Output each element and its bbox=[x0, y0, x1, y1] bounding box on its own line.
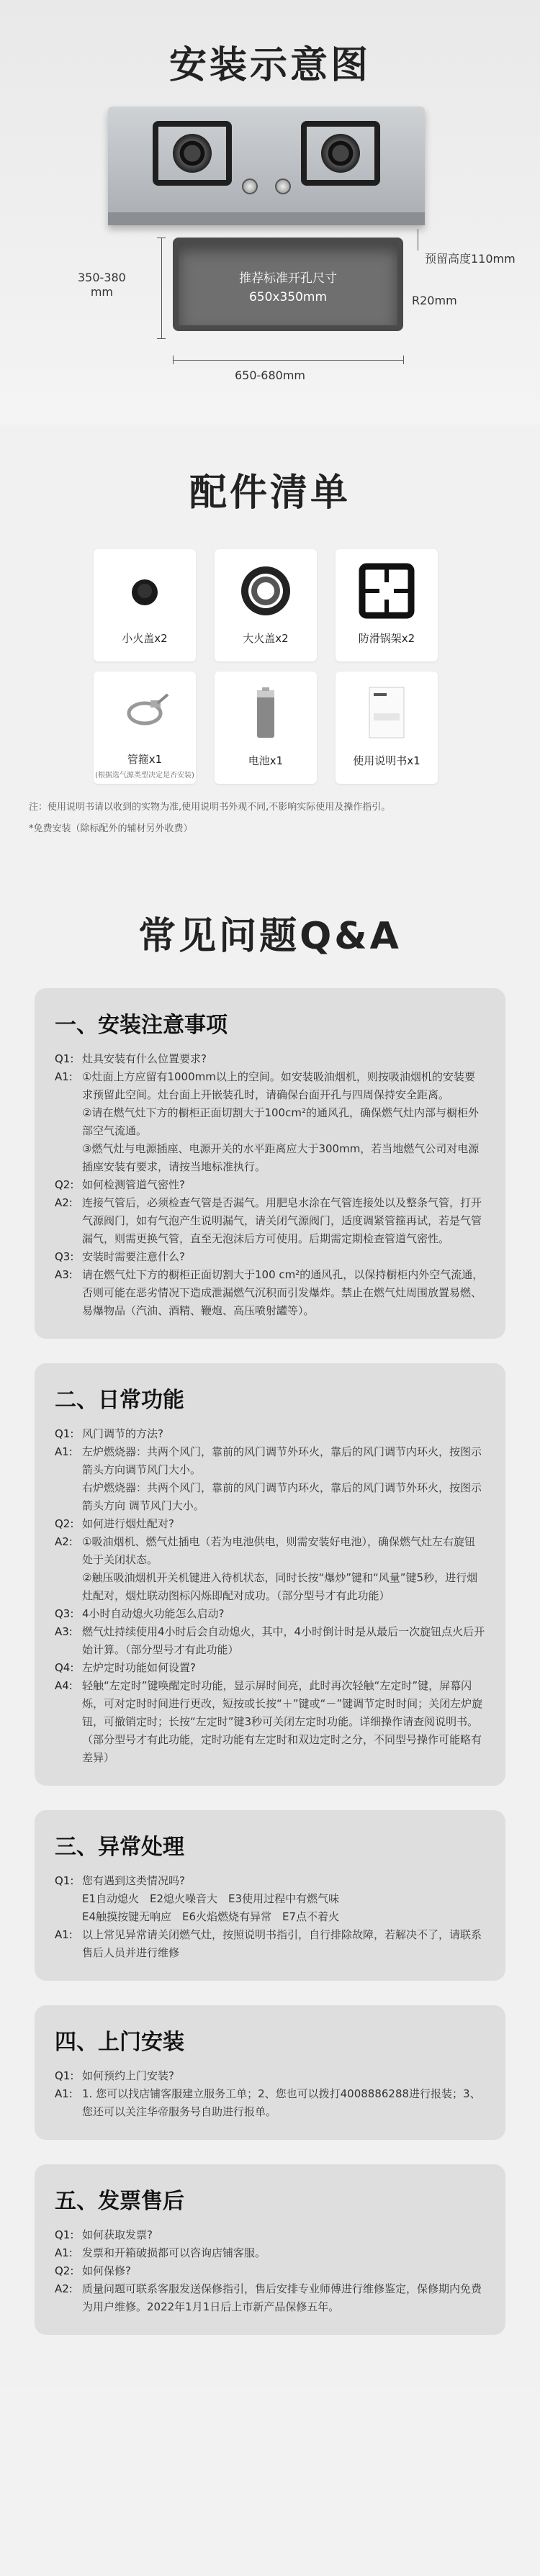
qa-answer bbox=[55, 2085, 485, 2121]
qa-answer bbox=[55, 1479, 485, 1515]
qa-answer bbox=[55, 1068, 485, 1104]
qa-text: 连接气管后，必须检查气管是否漏气。用肥皂水涂在气管连接处以及整条气管，打开气源阀门，如有气泡产生说明漏气，请关闭气源阀门，适度调紧管箍再试，若是气管漏气，则需更换气管，直至无泡沫后方可使用。后期需定期检查管道气密性。 bbox=[82, 1196, 482, 1245]
qa-text: ①灶面上方应留有1000mm以上的空间。如安装吸油烟机，则按吸油烟机的安装要求预留此空间。灶台面上开嵌装孔时，请确保台面开孔与四周保持安全距离。 bbox=[82, 1070, 475, 1101]
qa-answer bbox=[55, 2244, 485, 2262]
qa-card bbox=[35, 2005, 505, 2140]
qa-tag bbox=[55, 1104, 82, 1140]
qa-question bbox=[55, 2226, 485, 2244]
qa-text: 如何进行烟灶配对? bbox=[82, 1517, 174, 1530]
hole-label-line2: 650x350mm bbox=[248, 290, 328, 304]
qa-tag bbox=[55, 1569, 82, 1605]
qa-answer bbox=[55, 1908, 485, 1926]
qa-text: 以上常见异常请关闭燃气灶，按照说明书指引，自行排除故障，若解决不了，请联系售后人员并进行维修 bbox=[82, 1928, 482, 1959]
qa-title: 常见问题Q&A bbox=[138, 915, 402, 958]
qa-tag: A3: bbox=[55, 1268, 73, 1281]
qa-text: 轻触“左定时”键唤醒定时功能，显示屏时间亮，此时再次轻触“左定时”键，屏幕闪烁，可对定时时间进行更改，短按或长按“＋”键或“－”键调节定时时间；关闭左炉旋钮，可撤销定时；长按“左定时”键3秒可关闭左定时功能。详细操作请查阅说明书。（部分型号才有此功能，定时功能有左定时和双边定时之分，不同型号操作可能略有差异） bbox=[82, 1679, 483, 1764]
qa-text: 如何预约上门安装? bbox=[82, 2069, 174, 2082]
width-dimension: 650-680mm bbox=[234, 369, 306, 382]
right-burner-icon bbox=[301, 121, 380, 186]
qa-tag: A2: bbox=[55, 2282, 73, 2295]
qa-text: 左炉定时功能如何设置? bbox=[82, 1661, 196, 1674]
qa-tag: A3: bbox=[55, 1625, 73, 1638]
qa-tag: A2: bbox=[55, 1535, 73, 1548]
qa-heading: 三、异常处理 bbox=[55, 1835, 184, 1860]
qa-text: E4触摸按键无响应 E6火焰燃烧有异常 E7点不着火 bbox=[82, 1910, 340, 1923]
accessories-note: 注：使用说明书请以收到的实物为准,使用说明书外观不同,不影响实际使用及操作指引。 bbox=[29, 802, 391, 813]
qa-text: 灶具安装有什么位置要求? bbox=[82, 1052, 207, 1065]
qa-text: ②触压吸油烟机开关机键进入待机状态，同时长按“爆炒”键和“风量”键5秒，进行烟灶配对，烟灶联动图标闪烁即配对成功。（部分型号才有此功能） bbox=[82, 1571, 478, 1602]
qa-tag: Q1: bbox=[55, 2228, 74, 2241]
accessory-card bbox=[336, 672, 438, 784]
qa-card bbox=[35, 1810, 505, 1981]
qa-question bbox=[55, 1248, 485, 1266]
accessory-label: 使用说明书x1 bbox=[353, 754, 420, 767]
left-knob-icon bbox=[242, 178, 258, 194]
qa-text: 安装时需要注意什么? bbox=[82, 1250, 185, 1263]
qa-tag bbox=[55, 1908, 82, 1926]
qa-text: 质量问题可联系客服发送保修指引，售后安排专业师傅进行维修鉴定，保修期内免费为用户维修。2022年1月1日后上市新产品保修五年。 bbox=[82, 2282, 482, 2313]
qa-answer bbox=[55, 1533, 485, 1569]
qa-tag: A4: bbox=[55, 1679, 73, 1692]
qa-tag: A1: bbox=[55, 1445, 73, 1458]
qa-question bbox=[55, 2067, 485, 2085]
qa-tag bbox=[55, 1479, 82, 1515]
qa-tag: Q4: bbox=[55, 1661, 74, 1674]
small-burner-cap-icon bbox=[116, 562, 174, 620]
qa-text: 如何保修? bbox=[82, 2264, 131, 2277]
hole-label-line1: 推荐标准开孔尺寸 bbox=[239, 271, 337, 286]
qa-tag: Q2: bbox=[55, 2264, 74, 2277]
qa-answer bbox=[55, 1194, 485, 1248]
qa-text: 请在燃气灶下方的橱柜正面切割大于100 cm²的通风孔，以保持橱柜内外空气流通，否则可能在恶劣情况下造成泄漏燃气沉积而引发爆炸。禁止在燃气灶周围放置易燃、易爆物品（汽油、酒精、鞭炮、高压喷射罐等）。 bbox=[82, 1268, 484, 1317]
qa-text: E1自动熄火 E2熄火噪音大 E3使用过程中有燃气味 bbox=[82, 1892, 340, 1905]
qa-heading: 五、发票售后 bbox=[55, 2189, 184, 2214]
qa-answer bbox=[55, 2280, 485, 2316]
qa-text: 您有遇到这类情况吗? bbox=[82, 1874, 185, 1887]
qa-tag bbox=[55, 1140, 82, 1176]
qa-text: 右炉燃烧器：共两个风门，靠前的风门调节内环火，靠后的风门调节外环火，按图示箭头方向 调节风门大小。 bbox=[82, 1481, 482, 1512]
accessory-card bbox=[94, 672, 196, 784]
qa-answer bbox=[55, 1677, 485, 1767]
qa-tag: A1: bbox=[55, 2087, 73, 2100]
qa-text: 左炉燃烧器：共两个风门，靠前的风门调节外环火，靠后的风门调节内环火，按图示箭头方向调节风门大小。 bbox=[82, 1445, 482, 1476]
qa-tag: Q1: bbox=[55, 1874, 74, 1887]
accessory-card bbox=[94, 549, 196, 661]
large-burner-cap-icon bbox=[237, 562, 294, 620]
qa-tag: Q2: bbox=[55, 1178, 74, 1191]
left-burner-icon bbox=[153, 121, 232, 186]
qa-answer bbox=[55, 1623, 485, 1659]
qa-text: ①吸油烟机、燃气灶插电（若为电池供电，则需安装好电池），确保燃气灶左右旋钮处于关闭状态。 bbox=[82, 1535, 475, 1566]
qa-answer bbox=[55, 1104, 485, 1140]
pan-support-icon bbox=[358, 562, 415, 620]
accessory-label: 管箍x1 bbox=[127, 753, 163, 766]
qa-text: ②请在燃气灶下方的橱柜正面切割大于100cm²的通风孔，确保燃气灶内部与橱柜外部空气流通。 bbox=[82, 1106, 479, 1137]
qa-heading: 一、安装注意事项 bbox=[55, 1013, 228, 1038]
accessory-card bbox=[215, 549, 317, 661]
qa-tag: Q3: bbox=[55, 1250, 74, 1263]
qa-answer bbox=[55, 1926, 485, 1962]
accessories-grid bbox=[94, 549, 540, 784]
qa-question bbox=[55, 1050, 485, 1068]
qa-text: 风门调节的方法? bbox=[82, 1427, 163, 1440]
qa-text: ③燃气灶与电源插座、电源开关的水平距离应大于300mm，若当地燃气公司对电源插座安装有要求，请按当地标准执行。 bbox=[82, 1142, 480, 1173]
accessory-label: 防滑锅架x2 bbox=[358, 632, 415, 645]
accessory-label: 小火盖x2 bbox=[122, 632, 168, 645]
qa-tag: Q2: bbox=[55, 1517, 74, 1530]
qa-tag: A2: bbox=[55, 1196, 73, 1209]
battery-icon bbox=[237, 684, 294, 742]
qa-card bbox=[35, 988, 505, 1339]
qa-tag: Q1: bbox=[55, 2069, 74, 2082]
qa-card bbox=[35, 2164, 505, 2335]
qa-card bbox=[35, 1363, 505, 1786]
qa-section bbox=[0, 885, 540, 2388]
radius-label: R20mm bbox=[412, 294, 457, 307]
qa-answer bbox=[55, 1266, 485, 1320]
qa-tag: Q1: bbox=[55, 1052, 74, 1065]
qa-question bbox=[55, 1659, 485, 1677]
install-diagram-section bbox=[0, 0, 540, 425]
qa-text: 4小时自动熄火功能怎么启动? bbox=[82, 1607, 225, 1620]
qa-tag bbox=[55, 1890, 82, 1908]
qa-tag: Q1: bbox=[55, 1427, 74, 1440]
manual-icon bbox=[358, 684, 415, 742]
cutout-hole bbox=[173, 238, 403, 331]
right-knob-icon bbox=[275, 178, 291, 194]
qa-text: 如何检测管道气密性? bbox=[82, 1178, 185, 1191]
accessory-card bbox=[215, 672, 317, 784]
qa-tag: A1: bbox=[55, 2246, 73, 2259]
qa-tag: A1: bbox=[55, 1070, 73, 1083]
free-install-note: *免费安装（除标配外的辅材另外收费） bbox=[29, 823, 193, 834]
accessory-label: 大火盖x2 bbox=[243, 632, 289, 645]
depth-dimension: 350-380 mm bbox=[78, 271, 126, 299]
qa-text: 1. 您可以找店铺客服建立服务工单；2、您也可以拨打4008886288进行报装；3、您还可以关注华帝服务号自助进行报单。 bbox=[82, 2087, 481, 2118]
qa-question bbox=[55, 1515, 485, 1533]
qa-answer bbox=[55, 1443, 485, 1479]
qa-tag: A1: bbox=[55, 1928, 73, 1941]
accessory-card bbox=[336, 549, 438, 661]
install-title: 安装示意图 bbox=[168, 44, 371, 87]
qa-question bbox=[55, 1605, 485, 1623]
accessory-sublabel: (根据选气源类型决定是否安装) bbox=[95, 772, 194, 779]
accessories-section bbox=[0, 425, 540, 885]
qa-question bbox=[55, 1872, 485, 1890]
stove-illustration bbox=[108, 107, 425, 225]
qa-answer bbox=[55, 1140, 485, 1176]
qa-question bbox=[55, 1176, 485, 1194]
qa-question bbox=[55, 1425, 485, 1443]
qa-text: 如何获取发票? bbox=[82, 2228, 153, 2241]
preset-height-label: 预留高度110mm bbox=[425, 252, 516, 266]
qa-answer bbox=[55, 1890, 485, 1908]
qa-heading: 四、上门安装 bbox=[55, 2030, 184, 2055]
accessories-title: 配件清单 bbox=[189, 471, 351, 515]
accessory-label: 电池x1 bbox=[248, 754, 284, 767]
qa-answer bbox=[55, 1569, 485, 1605]
qa-text: 发票和开箱破损都可以咨询店铺客服。 bbox=[82, 2246, 266, 2259]
qa-tag: Q3: bbox=[55, 1607, 74, 1620]
qa-text: 燃气灶持续使用4小时后会自动熄火，其中，4小时倒计时是从最后一次旋钮点火后开始计算。（部分型号才有此功能） bbox=[82, 1625, 485, 1656]
qa-heading: 二、日常功能 bbox=[55, 1388, 184, 1413]
qa-question bbox=[55, 2262, 485, 2280]
hose-clamp-icon bbox=[116, 684, 174, 742]
